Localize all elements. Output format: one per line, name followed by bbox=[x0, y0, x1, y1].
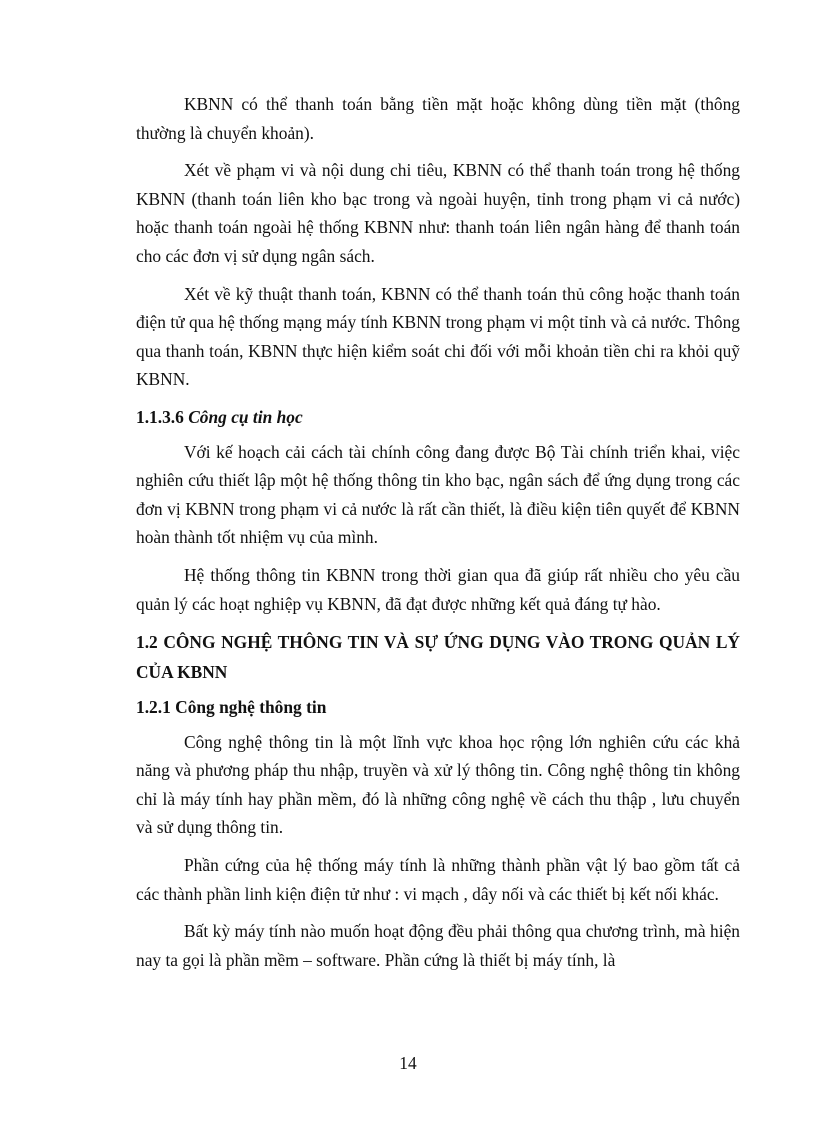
section-number: 1.1.3.6 bbox=[136, 406, 184, 427]
paragraph: Xét về kỹ thuật thanh toán, KBNN có thể thanh toán thủ công hoặc thanh toán điện tử qua hệ thống mạng máy tính KBNN trong phạm vi một tỉnh và cả nước. Thông qua thanh toán, KBNN thực hiện kiểm soát chi đối với mỗi khoản tiền chi ra khỏi quỹ KBNN. bbox=[136, 283, 740, 390]
section-title: Công cụ tin học bbox=[188, 406, 303, 427]
paragraph: Phần cứng của hệ thống máy tính là những thành phần vật lý bao gồm tất cả các thành phần linh kiện điện tử như : vi mạch , dây nối và các thiết bị kết nối khác. bbox=[136, 855, 740, 904]
chapter-heading-1-2: 1.2 CÔNG NGHỆ THÔNG TIN VÀ SỰ ỨNG DỤNG VÀO TRONG QUẢN LÝ CỦA KBNN bbox=[136, 632, 740, 683]
paragraph: Với kế hoạch cải cách tài chính công đang được Bộ Tài chính triển khai, việc nghiên cứu thiết lập một hệ thống thông tin kho bạc, ngân sách để ứng dụng trong các đơn vị KBNN trong phạm vi cả nước là rất cần thiết, là điều kiện tiên quyết để KBNN hoàn thành tốt nhiệm vụ của mình. bbox=[136, 441, 740, 548]
paragraph: Hệ thống thông tin KBNN trong thời gian qua đã giúp rất nhiều cho yêu cầu quản lý các hoạt nghiệp vụ KBNN, đã đạt được những kết quả đáng tự hào. bbox=[136, 564, 740, 614]
page-number: 14 bbox=[399, 1053, 417, 1073]
paragraph: Bất kỳ máy tính nào muốn hoạt động đều phải thông qua chương trình, mà hiện nay ta gọi là phần mềm – software. Phần cứng là thiết bị máy tính, là bbox=[136, 921, 740, 970]
paragraph: Xét về phạm vi và nội dung chi tiêu, KBNN có thể thanh toán trong hệ thống KBNN (thanh toán liên kho bạc trong và ngoài huyện, tỉnh trong phạm vi cả nước) hoặc thanh toán ngoài hệ thống KBNN như: thanh toán liên ngân hàng để thanh toán cho các đơn vị sử dụng ngân sách. bbox=[136, 160, 740, 266]
section-heading-1-1-3-6 bbox=[136, 403, 740, 432]
paragraph: Công nghệ thông tin là một lĩnh vực khoa học rộng lớn nghiên cứu các khả năng và phương pháp thu nhập, truyền và xử lý thông tin. Công nghệ thông tin không chỉ là máy tính hay phần mềm, đó là những công nghệ về cách thu thập , lưu chuyển và sử dụng thông tin. bbox=[136, 731, 740, 838]
section-heading-1-2-1: 1.2.1 Công nghệ thông tin bbox=[136, 697, 327, 718]
paragraph: KBNN có thể thanh toán bằng tiền mặt hoặc không dùng tiền mặt (thông thường là chuyển khoản). bbox=[136, 94, 740, 143]
document-page bbox=[136, 90, 740, 983]
